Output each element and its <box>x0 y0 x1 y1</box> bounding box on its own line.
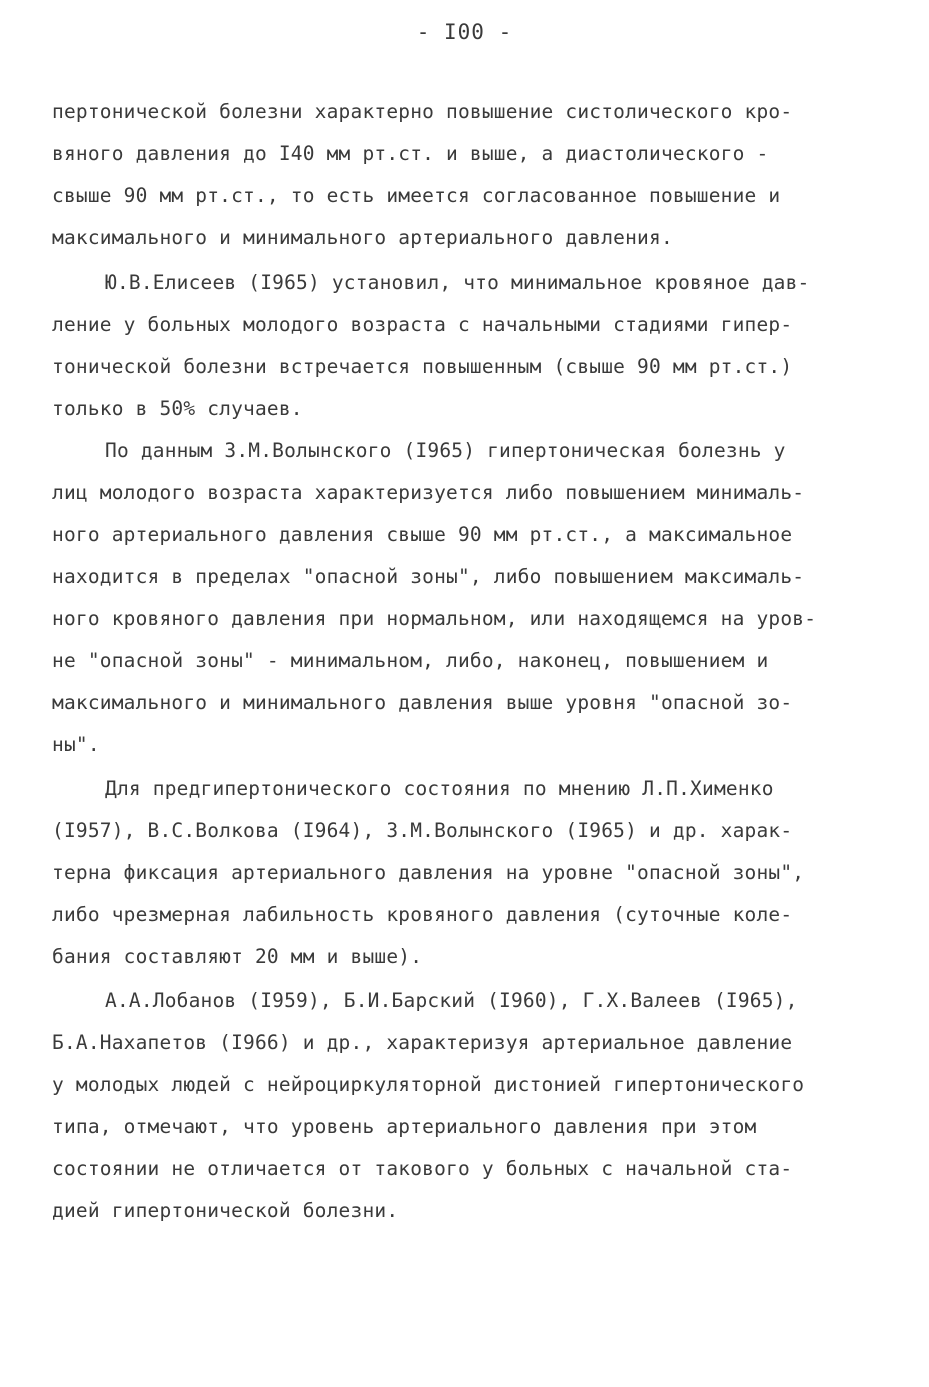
text-line: А.А.Лобанов (I959), Б.И.Барский (I960), Г.Х.Валеев (I965), <box>105 989 798 1012</box>
text-line: либо чрезмерная лабильность кровяного давления (суточные коле- <box>52 903 793 926</box>
text-line: ны". <box>52 733 100 756</box>
text-line: находится в пределах "опасной зоны", либо повышением максималь- <box>52 565 805 588</box>
text-line: Б.А.Нахапетов (I966) и др., характеризуя артериальное давление <box>52 1031 793 1054</box>
page-number: - I00 - <box>416 20 513 44</box>
text-line: пертонической болезни характерно повышение систолического кро- <box>52 100 793 123</box>
text-line: ление у больных молодого возраста с начальными стадиями гипер- <box>52 313 793 336</box>
text-line: ного артериального давления свыше 90 мм рт.ст., а максимальное <box>52 523 793 546</box>
text-line: дией гипертонической болезни. <box>52 1199 399 1222</box>
text-line: свыше 90 мм рт.ст., то есть имеется согласованное повышение и <box>52 184 781 207</box>
text-line: ного кровяного давления при нормальном, или находящемся на уров- <box>52 607 817 630</box>
text-line: бания составляют 20 мм и выше). <box>52 945 423 968</box>
text-line: (I957), В.С.Волкова (I964), З.М.Волынского (I965) и др. харак- <box>52 819 793 842</box>
text-line: вяного давления до I40 мм рт.ст. и выше, а диастолического - <box>52 142 769 165</box>
text-line: Ю.В.Елисеев (I965) установил, что минимальное кровяное дав- <box>105 271 810 294</box>
text-line: тонической болезни встречается повышенным (свыше 90 мм рт.ст.) <box>52 355 793 378</box>
text-line: По данным З.М.Волынского (I965) гипертоническая болезнь у <box>105 439 786 462</box>
text-line: у молодых людей с нейроциркуляторной дистонией гипертонического <box>52 1073 805 1096</box>
text-line: Для предгипертонического состояния по мнению Л.П.Химeнко <box>105 777 774 800</box>
text-line: только в 50% случаев. <box>52 397 303 420</box>
text-line: не "опасной зоны" - минимальном, либо, наконец, повышением и <box>52 649 769 672</box>
text-line: максимального и минимального давления выше уровня "опасной зо- <box>52 691 793 714</box>
text-line: состоянии не отличается от такового у больных с начальной ста- <box>52 1157 793 1180</box>
text-line: терна фиксация артериального давления на уровне "опасной зоны", <box>52 861 805 884</box>
text-line: типа, отмечают, что уровень артериального давления при этом <box>52 1115 757 1138</box>
text-line: лиц молодого возраста характеризуется либо повышением минималь- <box>52 481 805 504</box>
text-line: максимального и минимального артериального давления. <box>52 226 673 249</box>
